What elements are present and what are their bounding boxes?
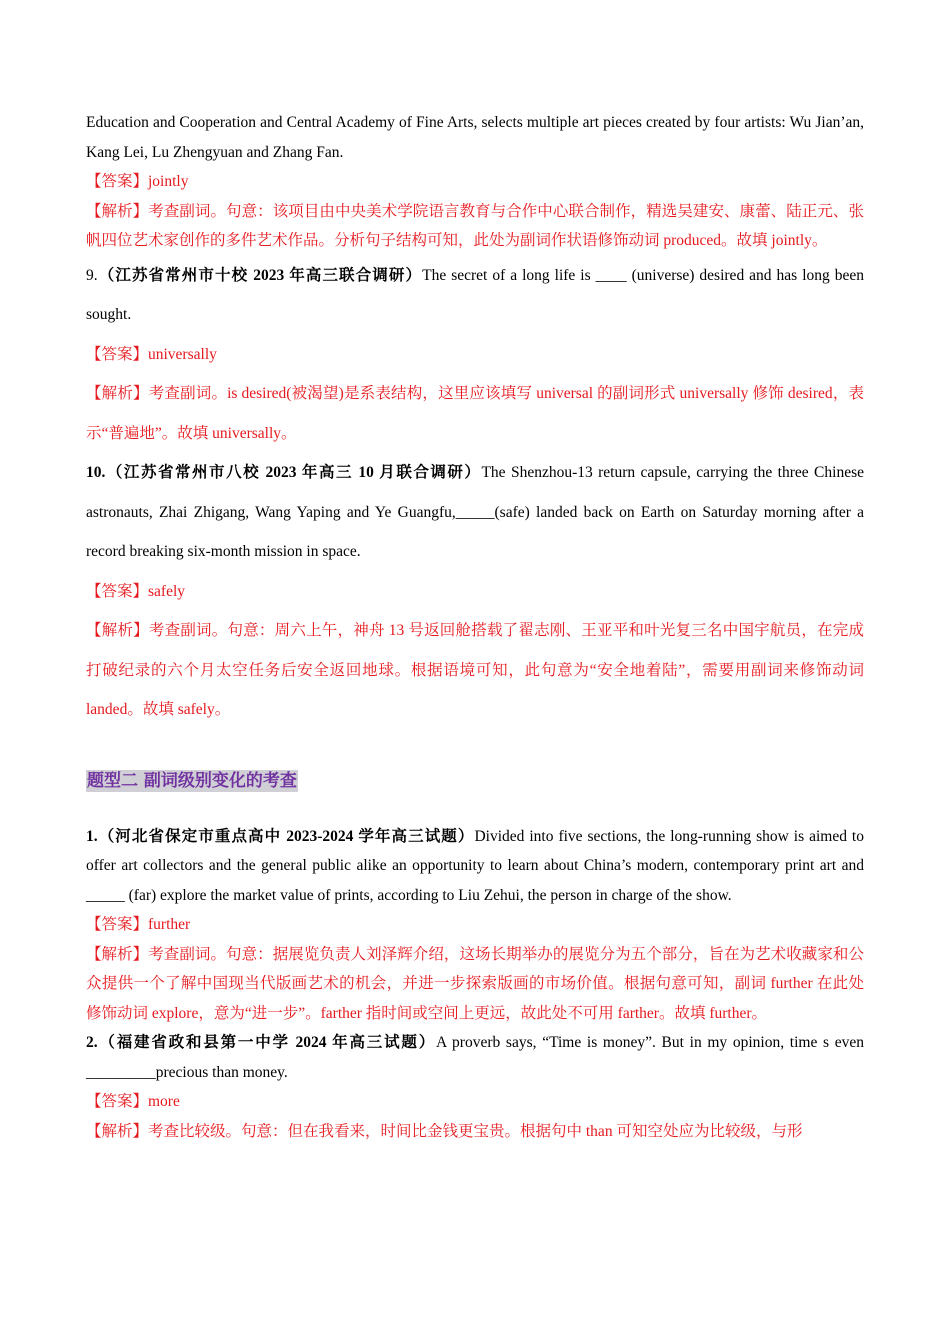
section2-question-2 bbox=[86, 1028, 864, 1087]
q10-blank: _____ bbox=[455, 503, 495, 521]
s2q1-source: （河北省保定市重点高中 2023-2024 学年高三试题） bbox=[97, 827, 475, 845]
s2q1-text-before: Divided into five sections, the long-running show is aimed to offer art collectors and the general public alike an opportunity to learn about China’s modern, contemporary print art and bbox=[86, 827, 864, 874]
s2q1-blank: _____ bbox=[86, 886, 125, 904]
q10-text-before: The Shenzhou-13 return capsule, carrying the three Chinese astronauts, Zhai Zhigang, Wang Yaping and Ye Guangfu, bbox=[86, 464, 864, 521]
q9-blank: ____ bbox=[595, 266, 627, 284]
section-heading-wrap bbox=[86, 770, 864, 792]
section2-question-1 bbox=[86, 822, 864, 911]
s2q2-number: 2. bbox=[86, 1034, 98, 1051]
s2q2-text-before: A proverb says, “Time is money”. But in my opinion, time s even bbox=[436, 1034, 864, 1051]
s2q2-source: （福建省政和县第一中学 2024 年高三试题） bbox=[97, 1034, 437, 1051]
s2q2-analysis: 【解析】考查比较级。句意：但在我看来，时间比金钱更宝贵。根据句中 than 可知空处应为比较级，与形 bbox=[86, 1122, 803, 1140]
q9-number: 9. bbox=[86, 266, 98, 284]
q9-analysis: 【解析】考查副词。is desired(被渴望)是系表结构，这里应该填写 universal 的副词形式 universally 修饰 desired，表示“普遍地”。故填 universally。 bbox=[86, 385, 864, 442]
q10-analysis: 【解析】考查副词。句意：周六上午，神舟 13 号返回舱搭载了翟志刚、王亚平和叶光复三名中国宇航员，在完成打破纪录的六个月太空任务后安全返回地球。根据语境可知，此句意为“安全地着陆”，需要用副词来修饰动词 landed。故填 safely。 bbox=[86, 622, 864, 718]
s2q1-analysis: 【解析】考查副词。句意：据展览负责人刘泽辉介绍，这场长期举办的展览分为五个部分，旨在为艺术收藏家和公众提供一个了解中国现当代版画艺术的机会，并进一步探索版画的市场价值。根据句意可知，副词 further 在此处修饰动词 explore，意为“进一步”。farther 指时间或空间上更远，故此处不可用 farther。故填 further。 bbox=[86, 945, 864, 1022]
q9-text-after: (universe) desired and has long been sought. bbox=[86, 266, 864, 323]
intro-answer: 【答案】jointly bbox=[86, 173, 189, 190]
q9-source: （江苏省常州市十校 2023 年高三联合调研） bbox=[97, 266, 423, 284]
intro-text: Education and Cooperation and Central Academy of Fine Arts, selects multiple art pieces created by four artists: Wu Jian’an, Kang Lei, Lu Zhengyuan and Zhang Fan. bbox=[86, 114, 864, 161]
s2q1-number: 1. bbox=[86, 827, 98, 845]
q9-text-before: The secret of a long life is bbox=[422, 266, 596, 284]
q10-answer: 【答案】safely bbox=[86, 582, 186, 600]
document-page bbox=[86, 108, 864, 1146]
q10-text-after: (safe) landed back on Earth on Saturday morning after a record breaking six-month mission in space. bbox=[86, 503, 864, 560]
q10-source: （江苏省常州市八校 2023 年高三 10 月联合调研） bbox=[105, 464, 482, 481]
question-9 bbox=[86, 256, 864, 335]
s2q2-blank: _________ bbox=[86, 1063, 156, 1081]
q10-number: 10. bbox=[86, 464, 106, 481]
s2q2-text-after: precious than money. bbox=[155, 1063, 288, 1081]
s2q1-text-after: (far) explore the market value of prints, according to Liu Zehui, the person in charge of the show. bbox=[124, 886, 732, 904]
s2q1-answer: 【答案】further bbox=[86, 916, 191, 933]
section-title: 题型二 副词级别变化的考查 bbox=[87, 770, 297, 791]
intro-analysis: 【解析】考查副词。句意：该项目由中央美术学院语言教育与合作中心联合制作，精选吴建安、康蕾、陆正元、张帆四位艺术家创作的多件艺术作品。分析句子结构可知，此处为副词作状语修饰动词 produced。故填 jointly。 bbox=[86, 202, 864, 249]
q9-answer: 【答案】universally bbox=[86, 345, 217, 363]
s2q2-answer: 【答案】more bbox=[86, 1093, 180, 1110]
question-10 bbox=[86, 453, 864, 572]
